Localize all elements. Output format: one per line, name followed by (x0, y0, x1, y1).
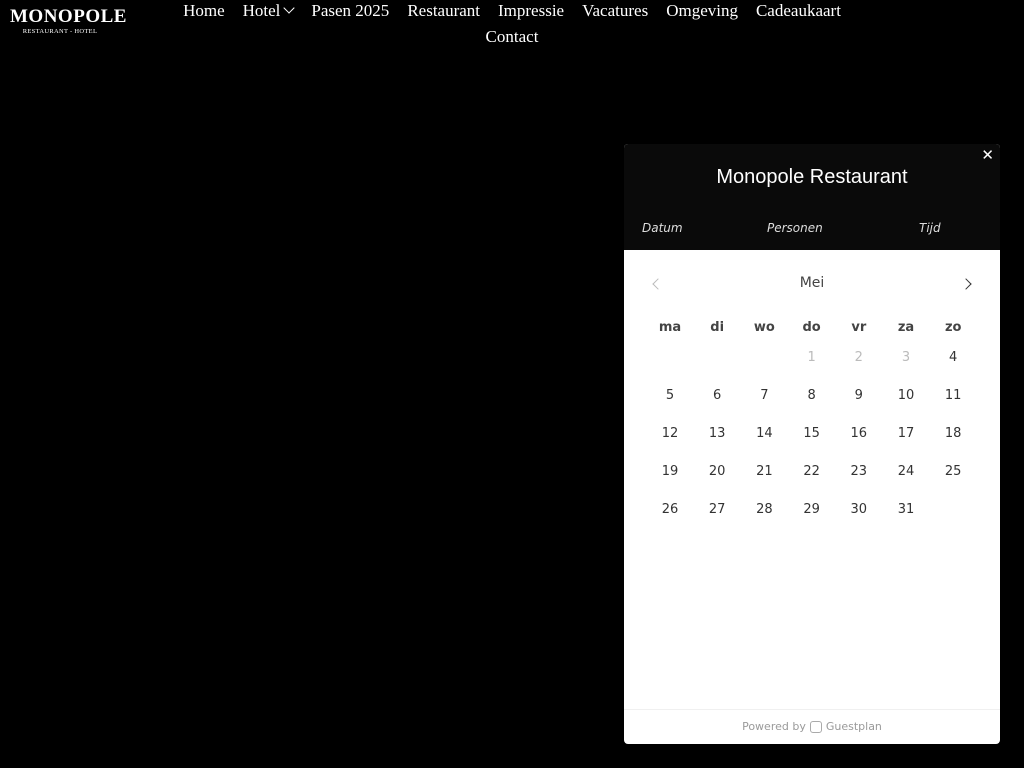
widget-title: Monopole Restaurant (716, 166, 908, 188)
weekday-label: vr (851, 320, 867, 335)
close-icon[interactable]: ✕ (981, 146, 994, 164)
nav-cadeaukaart[interactable]: Cadeaukaart (755, 1, 841, 20)
calendar-day[interactable]: 25 (944, 464, 962, 479)
calendar-day[interactable]: 28 (756, 502, 773, 517)
reservation-widget (624, 144, 1000, 744)
weekday-label: ma (658, 320, 682, 335)
calendar-day[interactable]: 4 (949, 350, 958, 365)
calendar-day[interactable]: 8 (807, 388, 816, 403)
weekday-label: zo (944, 320, 962, 335)
calendar-day[interactable]: 29 (803, 502, 820, 517)
nav-hotel-label: Hotel (242, 1, 281, 20)
calendar-day[interactable]: 15 (803, 426, 820, 441)
calendar-day: 3 (901, 350, 911, 365)
calendar-day: 1 (807, 350, 816, 365)
calendar-day[interactable]: 27 (708, 502, 726, 517)
calendar-day[interactable]: 31 (897, 502, 915, 517)
calendar-day[interactable]: 21 (756, 464, 773, 479)
chevron-down-icon (284, 2, 295, 13)
weekday-label: di (710, 320, 725, 335)
calendar-day[interactable]: 10 (897, 388, 915, 403)
step-datum[interactable]: Datum (642, 221, 683, 235)
step-tijd[interactable]: Tijd (919, 221, 941, 235)
calendar-day[interactable]: 20 (708, 464, 726, 479)
widget-footer[interactable] (624, 709, 1000, 744)
calendar-day[interactable]: 22 (803, 464, 820, 479)
nav-omgeving[interactable]: Omgeving (666, 1, 738, 20)
calendar-day[interactable]: 23 (850, 464, 868, 479)
weekday-label: wo (753, 320, 775, 335)
calendar-day[interactable]: 12 (661, 426, 679, 441)
nav-restaurant[interactable]: Restaurant (407, 1, 481, 20)
calendar-day: 2 (854, 350, 863, 365)
guestplan-brand: Guestplan (825, 720, 882, 733)
step-personen[interactable]: Personen (767, 221, 823, 235)
calendar-day[interactable]: 11 (944, 388, 962, 403)
widget-header (624, 144, 1000, 250)
powered-by-label: Powered by (742, 720, 806, 733)
calendar-day[interactable]: 7 (760, 388, 769, 403)
calendar-day[interactable]: 17 (897, 426, 915, 441)
calendar-day[interactable]: 16 (850, 426, 868, 441)
nav-impressie[interactable]: Impressie (498, 1, 565, 20)
weekday-label: do (802, 320, 821, 335)
calendar-day[interactable]: 5 (665, 388, 675, 403)
calendar-day[interactable]: 24 (897, 464, 915, 479)
nav-pasen[interactable]: Pasen 2025 (311, 1, 390, 20)
nav-vacatures[interactable]: Vacatures (582, 1, 649, 20)
main-nav (150, 0, 874, 50)
nav-hotel[interactable] (243, 0, 294, 24)
calendar-day[interactable]: 14 (756, 426, 773, 441)
guestplan-icon (810, 721, 822, 733)
calendar-day[interactable]: 13 (708, 426, 726, 441)
nav-home[interactable]: Home (183, 1, 225, 20)
calendar-header (624, 250, 1000, 320)
calendar-day[interactable]: 19 (661, 464, 679, 479)
calendar-month: Mei (799, 275, 825, 291)
nav-contact[interactable]: Contact (485, 27, 539, 46)
calendar-day[interactable]: 26 (661, 502, 679, 517)
logo-name: MONOPOLE (10, 6, 127, 27)
calendar-day[interactable]: 18 (944, 426, 962, 441)
logo[interactable] (10, 6, 127, 35)
calendar-day[interactable]: 30 (850, 502, 868, 517)
calendar-day[interactable]: 9 (854, 388, 863, 403)
weekday-label: za (897, 320, 915, 335)
calendar-day[interactable]: 6 (713, 388, 722, 403)
logo-subtitle: RESTAURANT - HOTEL (22, 28, 98, 35)
